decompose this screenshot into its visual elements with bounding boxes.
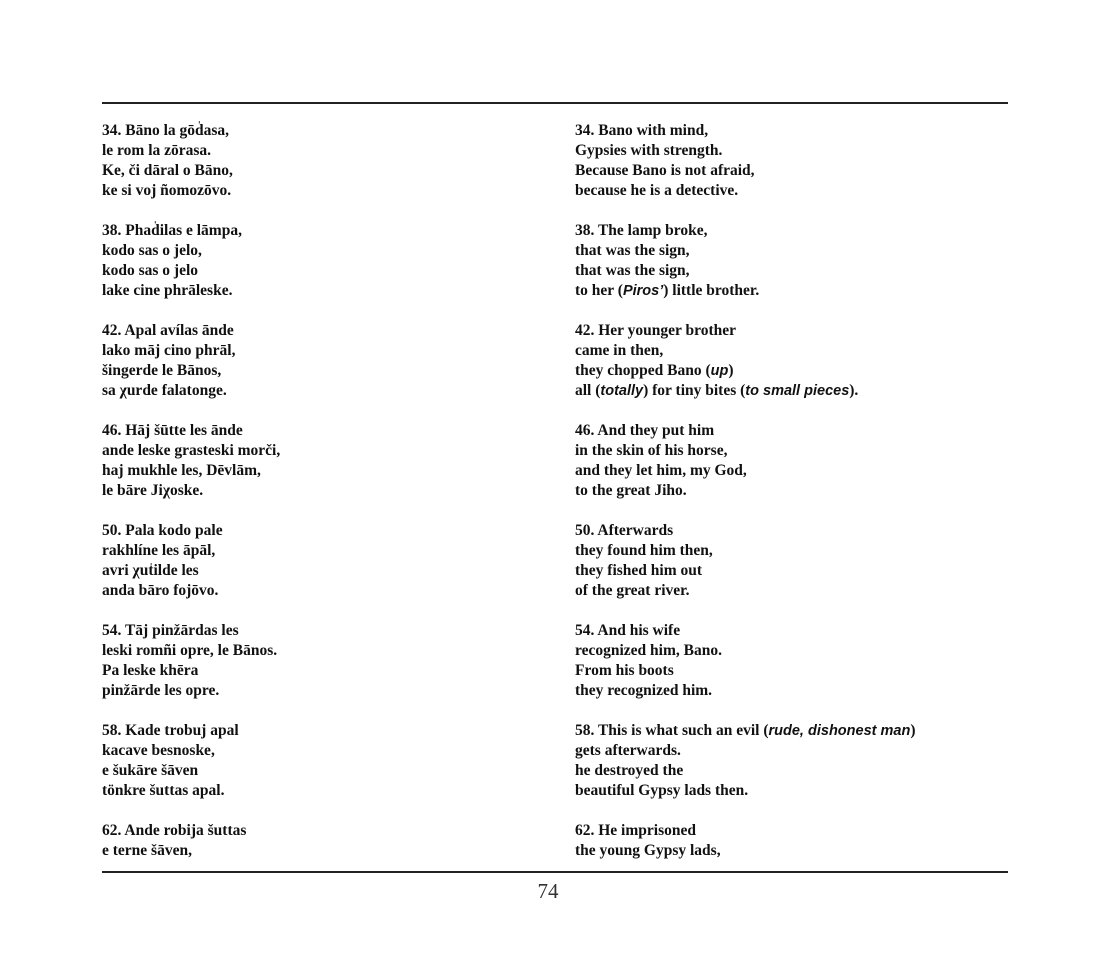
translation-line (575, 121, 1015, 141)
translation-text: 42. Her younger brother (575, 322, 737, 339)
translation-line (575, 181, 1015, 201)
translation-line (575, 361, 1015, 381)
verse-line: 58. Kade trobuj apal (102, 722, 239, 739)
translation-text: in the skin of his horse, (575, 442, 728, 459)
romani-stanza (102, 121, 542, 221)
romani-stanza (102, 521, 542, 621)
translation-line (575, 641, 1015, 661)
translation-text: 58. This is what such an evil ( (575, 722, 769, 739)
translation-text: came in then, (575, 342, 664, 359)
translation-text: they recognized him. (575, 682, 713, 699)
verse-line: 50. Pala kodo pale (102, 522, 223, 539)
verse-line: kodo sas o jelo (102, 262, 199, 279)
translation-line (575, 381, 1015, 401)
translation-text: he destroyed the (575, 762, 684, 779)
translation-text: recognized him, Bano. (575, 642, 722, 659)
translation-text: because he is a detective. (575, 182, 739, 199)
verse-line: avri χut̍ilde les (102, 562, 199, 579)
translation-text: 46. And they put him (575, 422, 715, 439)
italic-gloss: totally (600, 383, 644, 399)
translation-text: to the great Jiho. (575, 482, 687, 499)
verse-line: kodo sas o jelo, (102, 242, 202, 259)
translation-line (575, 721, 1015, 741)
verse-line: e terne šāven, (102, 842, 192, 859)
verse-line: ke si voj ñomozōvo. (102, 182, 232, 199)
translation-text: ) little brother. (663, 282, 760, 299)
verse-line: 46. Hāj šūtte les ānde (102, 422, 243, 439)
verse-line: tönkre šuttas apal. (102, 782, 225, 799)
translation-line (575, 421, 1015, 441)
translation-text: ) for tiny bites ( (643, 382, 746, 399)
top-rule (102, 102, 1008, 104)
translation-stanza (575, 121, 1015, 221)
translation-text: the young Gypsy lads, (575, 842, 721, 859)
translation-line (575, 321, 1015, 341)
translation-line (575, 761, 1015, 781)
translation-stanza (575, 421, 1015, 521)
translation-text: ) (910, 722, 916, 739)
translation-line (575, 541, 1015, 561)
translation-line (575, 221, 1015, 241)
romani-stanza (102, 421, 542, 521)
translation-text: that was the sign, (575, 262, 690, 279)
translation-stanza (575, 521, 1015, 621)
translation-line (575, 841, 1015, 861)
romani-stanza (102, 221, 542, 321)
verse-line: kacave besnoske, (102, 742, 215, 759)
romani-stanza (102, 721, 542, 821)
translation-text: beautiful Gypsy lads then. (575, 782, 749, 799)
translation-line (575, 621, 1015, 641)
translation-line (575, 141, 1015, 161)
romani-stanza (102, 621, 542, 721)
translation-text: 34. Bano with mind, (575, 122, 709, 139)
translation-text: Because Bano is not afraid, (575, 162, 755, 179)
translation-text: 38. The lamp broke, (575, 222, 708, 239)
translation-text: gets afterwards. (575, 742, 681, 759)
verse-line: anda bāro fojōvo. (102, 582, 219, 599)
verse-line: haj mukhle les, Dēvlām, (102, 462, 261, 479)
translation-line (575, 261, 1015, 281)
translation-text: From his boots (575, 662, 674, 679)
translation-text: and they let him, my God, (575, 462, 747, 479)
english-translation-column (575, 121, 1015, 921)
translation-text: 62. He imprisoned (575, 822, 696, 839)
italic-gloss: Piros’ (622, 283, 664, 299)
translation-line (575, 281, 1015, 301)
bottom-rule (102, 871, 1008, 873)
italic-gloss: to small pieces (745, 383, 850, 399)
verse-line: e šukāre šāven (102, 762, 199, 779)
translation-text: they fished him out (575, 562, 703, 579)
translation-text: ) (728, 362, 734, 379)
verse-line: lake cine phrāleske. (102, 282, 233, 299)
verse-line: 34. Bāno la gōd̍asa, (102, 122, 230, 139)
translation-text: to her ( (575, 282, 623, 299)
translation-text: all ( (575, 382, 601, 399)
translation-line (575, 461, 1015, 481)
verse-line: 42. Apal avílas ānde (102, 322, 234, 339)
translation-text: Gypsies with strength. (575, 142, 723, 159)
verse-line: 54. Tāj pinžārdas les (102, 622, 239, 639)
verse-line: šingerde le Bānos, (102, 362, 222, 379)
translation-stanza (575, 221, 1015, 321)
verse-line: rakhlíne les āpāl, (102, 542, 216, 559)
translation-line (575, 481, 1015, 501)
romani-stanza (102, 321, 542, 421)
page-number: 74 (537, 879, 559, 903)
verse-line: 62. Ande robija šuttas (102, 822, 247, 839)
translation-line (575, 161, 1015, 181)
translation-line (575, 581, 1015, 601)
verse-line: pinžārde les opre. (102, 682, 220, 699)
translation-line (575, 661, 1015, 681)
translation-stanza (575, 621, 1015, 721)
italic-gloss: up (710, 363, 729, 379)
verse-line: ande leske grasteski morči, (102, 442, 281, 459)
verse-line: Pa leske khēra (102, 662, 199, 679)
translation-line (575, 341, 1015, 361)
translation-text: ). (849, 382, 859, 399)
romani-text-column (102, 121, 542, 921)
translation-text: 54. And his wife (575, 622, 681, 639)
translation-text: they found him then, (575, 542, 713, 559)
italic-gloss: rude, dishonest man (768, 723, 911, 739)
translation-line (575, 561, 1015, 581)
translation-text: that was the sign, (575, 242, 690, 259)
translation-line (575, 781, 1015, 801)
translation-stanza (575, 321, 1015, 421)
verse-line: 38. Phad̍ilas e lāmpa, (102, 222, 242, 239)
translation-text: 50. Afterwards (575, 522, 674, 539)
verse-line: sa χurde falatonge. (102, 382, 227, 399)
translation-line (575, 241, 1015, 261)
translation-line (575, 681, 1015, 701)
translation-line (575, 521, 1015, 541)
verse-line: le bāre Jiχoske. (102, 482, 204, 499)
verse-line: Ke, či dāral o Bāno, (102, 162, 233, 179)
translation-line (575, 821, 1015, 841)
translation-stanza (575, 721, 1015, 821)
verse-line: le rom la zōrasa. (102, 142, 212, 159)
translation-line (575, 741, 1015, 761)
verse-line: lako māj cino phrāl, (102, 342, 236, 359)
translation-text: of the great river. (575, 582, 690, 599)
verse-line: leski romñi opre, le Bānos. (102, 642, 278, 659)
translation-text: they chopped Bano ( (575, 362, 711, 379)
translation-line (575, 441, 1015, 461)
